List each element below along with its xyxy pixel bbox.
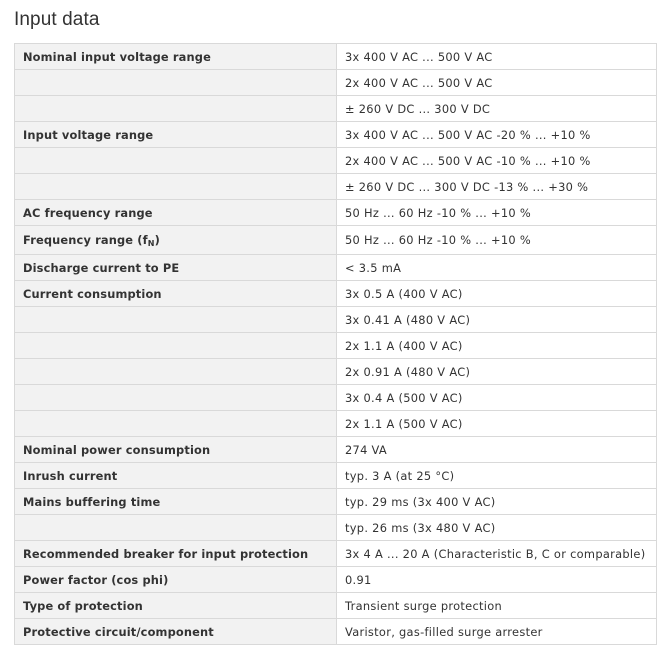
row-label: Inrush current	[15, 463, 337, 489]
row-label: Recommended breaker for input protection	[15, 541, 337, 567]
row-value: 274 VA	[337, 437, 657, 463]
row-label	[15, 148, 337, 174]
row-value: Transient surge protection	[337, 593, 657, 619]
row-value: 3x 400 V AC ... 500 V AC -20 % ... +10 %	[337, 122, 657, 148]
table-row	[15, 70, 657, 96]
input-data-table	[14, 43, 657, 645]
row-label	[15, 226, 337, 255]
table-row	[15, 148, 657, 174]
row-label-suffix: )	[154, 233, 160, 247]
row-value: ± 260 V DC ... 300 V DC -13 % ... +30 %	[337, 174, 657, 200]
row-value: 3x 0.4 A (500 V AC)	[337, 385, 657, 411]
table-row	[15, 333, 657, 359]
row-label: Discharge current to PE	[15, 255, 337, 281]
table-row	[15, 567, 657, 593]
row-label	[15, 307, 337, 333]
row-value: 2x 1.1 A (400 V AC)	[337, 333, 657, 359]
row-value: 2x 0.91 A (480 V AC)	[337, 359, 657, 385]
row-value: typ. 29 ms (3x 400 V AC)	[337, 489, 657, 515]
row-label: Power factor (cos phi)	[15, 567, 337, 593]
row-value: typ. 3 A (at 25 °C)	[337, 463, 657, 489]
row-value: 2x 400 V AC ... 500 V AC -10 % ... +10 %	[337, 148, 657, 174]
row-value: 3x 0.5 A (400 V AC)	[337, 281, 657, 307]
row-value: 0.91	[337, 567, 657, 593]
row-label	[15, 333, 337, 359]
row-label: Input voltage range	[15, 122, 337, 148]
section-title: Input data	[14, 9, 100, 30]
row-label	[15, 515, 337, 541]
row-label	[15, 174, 337, 200]
table-row	[15, 463, 657, 489]
row-label: Nominal input voltage range	[15, 44, 337, 70]
table-row	[15, 281, 657, 307]
table-row	[15, 515, 657, 541]
row-label-text: Frequency range (f	[23, 233, 148, 247]
row-value: 50 Hz ... 60 Hz -10 % ... +10 %	[337, 200, 657, 226]
table-row	[15, 437, 657, 463]
row-value: ± 260 V DC ... 300 V DC	[337, 96, 657, 122]
table-row	[15, 122, 657, 148]
row-value: typ. 26 ms (3x 480 V AC)	[337, 515, 657, 541]
table-row	[15, 44, 657, 70]
row-value: 2x 400 V AC ... 500 V AC	[337, 70, 657, 96]
table-row	[15, 489, 657, 515]
table-row	[15, 200, 657, 226]
row-value: 3x 4 A ... 20 A (Characteristic B, C or comparable)	[337, 541, 657, 567]
row-value: 3x 0.41 A (480 V AC)	[337, 307, 657, 333]
table-row	[15, 255, 657, 281]
table-row	[15, 307, 657, 333]
row-label: Current consumption	[15, 281, 337, 307]
row-label-subscript: N	[147, 239, 155, 248]
row-label: Protective circuit/component	[15, 619, 337, 645]
row-label: Mains buffering time	[15, 489, 337, 515]
table-row	[15, 359, 657, 385]
row-label	[15, 411, 337, 437]
table-row	[15, 619, 657, 645]
table-row	[15, 226, 657, 255]
table-row	[15, 541, 657, 567]
table-row	[15, 593, 657, 619]
row-label: Type of protection	[15, 593, 337, 619]
row-value: 3x 400 V AC ... 500 V AC	[337, 44, 657, 70]
table-row	[15, 96, 657, 122]
table-row	[15, 411, 657, 437]
row-label: AC frequency range	[15, 200, 337, 226]
row-value: 50 Hz ... 60 Hz -10 % ... +10 %	[337, 226, 657, 255]
row-value: Varistor, gas-filled surge arrester	[337, 619, 657, 645]
table-row	[15, 385, 657, 411]
row-label	[15, 96, 337, 122]
row-label	[15, 70, 337, 96]
row-value: 2x 1.1 A (500 V AC)	[337, 411, 657, 437]
table-row	[15, 174, 657, 200]
row-label	[15, 385, 337, 411]
row-value: < 3.5 mA	[337, 255, 657, 281]
row-label	[15, 359, 337, 385]
row-label: Nominal power consumption	[15, 437, 337, 463]
